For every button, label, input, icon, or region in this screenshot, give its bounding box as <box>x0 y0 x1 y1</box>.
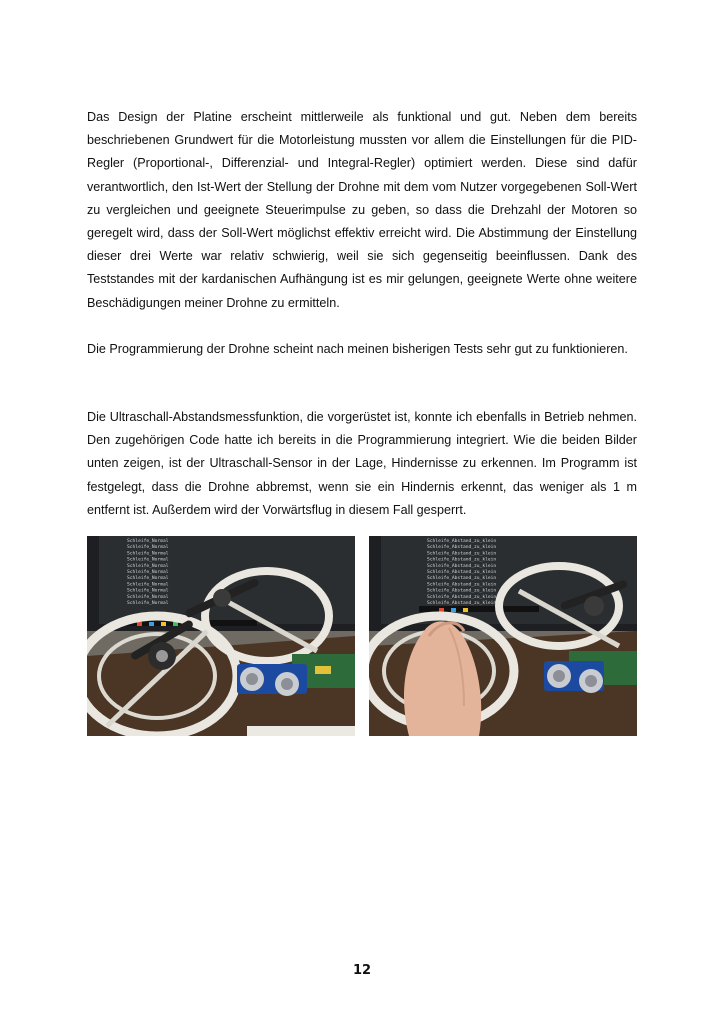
monitor-console-line: Schleife_Abstand_zu_klein <box>427 594 497 600</box>
monitor-console-line: Schleife_Normal <box>127 570 169 575</box>
monitor-console-line: Schleife_Abstand_zu_klein <box>427 582 497 588</box>
monitor-console-line: Schleife_Normal <box>127 557 169 563</box>
monitor-console-line: Schleife_Normal <box>127 576 169 582</box>
monitor-console-line: Schleife_Abstand_zu_klein <box>427 588 497 594</box>
photo-illustration <box>369 536 637 736</box>
monitor-console-line: Schleife_Abstand_zu_klein <box>427 576 497 582</box>
monitor-console-line: Schleife_Normal <box>127 551 169 557</box>
paragraph-pid-tuning: Das Design der Platine erscheint mittlerweile als funktional und gut. Neben dem bereits beschriebenen Grundwert für die Motorleistung mussten vor allem die Einstellungen für die PID-Regler (Proportional-, Differenzial- und Integral-Regler) optimiert werden. Diese sind dafür verantwortlich, den Ist-Wert der Stellung der Drohne mit dem vom Nutzer vorgegebenen Soll-Wert zu vergleichen und geeignete Steuerimpulse zu geben, so dass die Drehzahl der Motoren so geregelt wird, dass der Soll-Wert möglichst effektiv erreicht wird. Die Abstimmung der Einstellung dieser drei Werte war relativ schwierig, weil sie sich gegenseitig beeinflussen. Dank des Teststandes mit der kardanischen Aufhängung ist es mir gelungen, geeignete Werte ohne weitere Beschädigungen meiner Drohne zu ermitteln. <box>87 110 637 310</box>
monitor-console-line: Schleife_Abstand_zu_klein <box>427 551 497 557</box>
monitor-console-line: Schleife_Normal <box>127 582 169 588</box>
drone-test-stand-photo-no-obstacle <box>87 536 355 736</box>
monitor-console-line: Schleife_Normal <box>127 588 169 594</box>
monitor-console-line: Schleife_Normal <box>127 594 169 600</box>
paragraph-programming: Die Programmierung der Drohne scheint nach meinen bisherigen Tests sehr gut zu funktionieren. <box>87 342 628 356</box>
monitor-console-line: Schleife_Abstand_zu_klein <box>427 570 497 575</box>
monitor-console-line: Schleife_Abstand_zu_klein <box>427 545 497 551</box>
page-number: 12 <box>352 963 372 978</box>
monitor-console-line: Schleife_Normal <box>127 601 169 606</box>
drone-test-stand-photo-hand-obstacle <box>369 536 637 736</box>
monitor-console-line: Schleife_Abstand_zu_klein <box>427 557 497 563</box>
photo-illustration <box>87 536 355 736</box>
monitor-console-line: Schleife_Normal <box>127 563 169 569</box>
paragraph-ultrasonic: Die Ultraschall-Abstandsmessfunktion, die vorgerüstet ist, konnte ich ebenfalls in Betrieb nehmen. Den zugehörigen Code hatte ich bereits in die Programmierung integriert. Wie die beiden Bilder unten zeigen, ist der Ultraschall-Sensor in der Lage, Hindernisse zu erkennen. Im Programm ist festgelegt, dass die Drohne abbremst, wenn sie ein Hindernis erkennt, das weniger als 1 m entfernt ist. Außerdem wird der Vorwärtsflug in diesem Fall gesperrt. <box>87 410 637 517</box>
monitor-console-line: Schleife_Abstand_zu_klein <box>427 563 497 569</box>
monitor-console-line: Schleife_Normal <box>127 545 169 551</box>
monitor-console-line: Schleife_Abstand_zu_klein <box>427 539 497 544</box>
monitor-console-line: Schleife_Normal <box>127 539 169 544</box>
monitor-console-line: Schleife_Abstand_zu_klein <box>427 601 497 606</box>
